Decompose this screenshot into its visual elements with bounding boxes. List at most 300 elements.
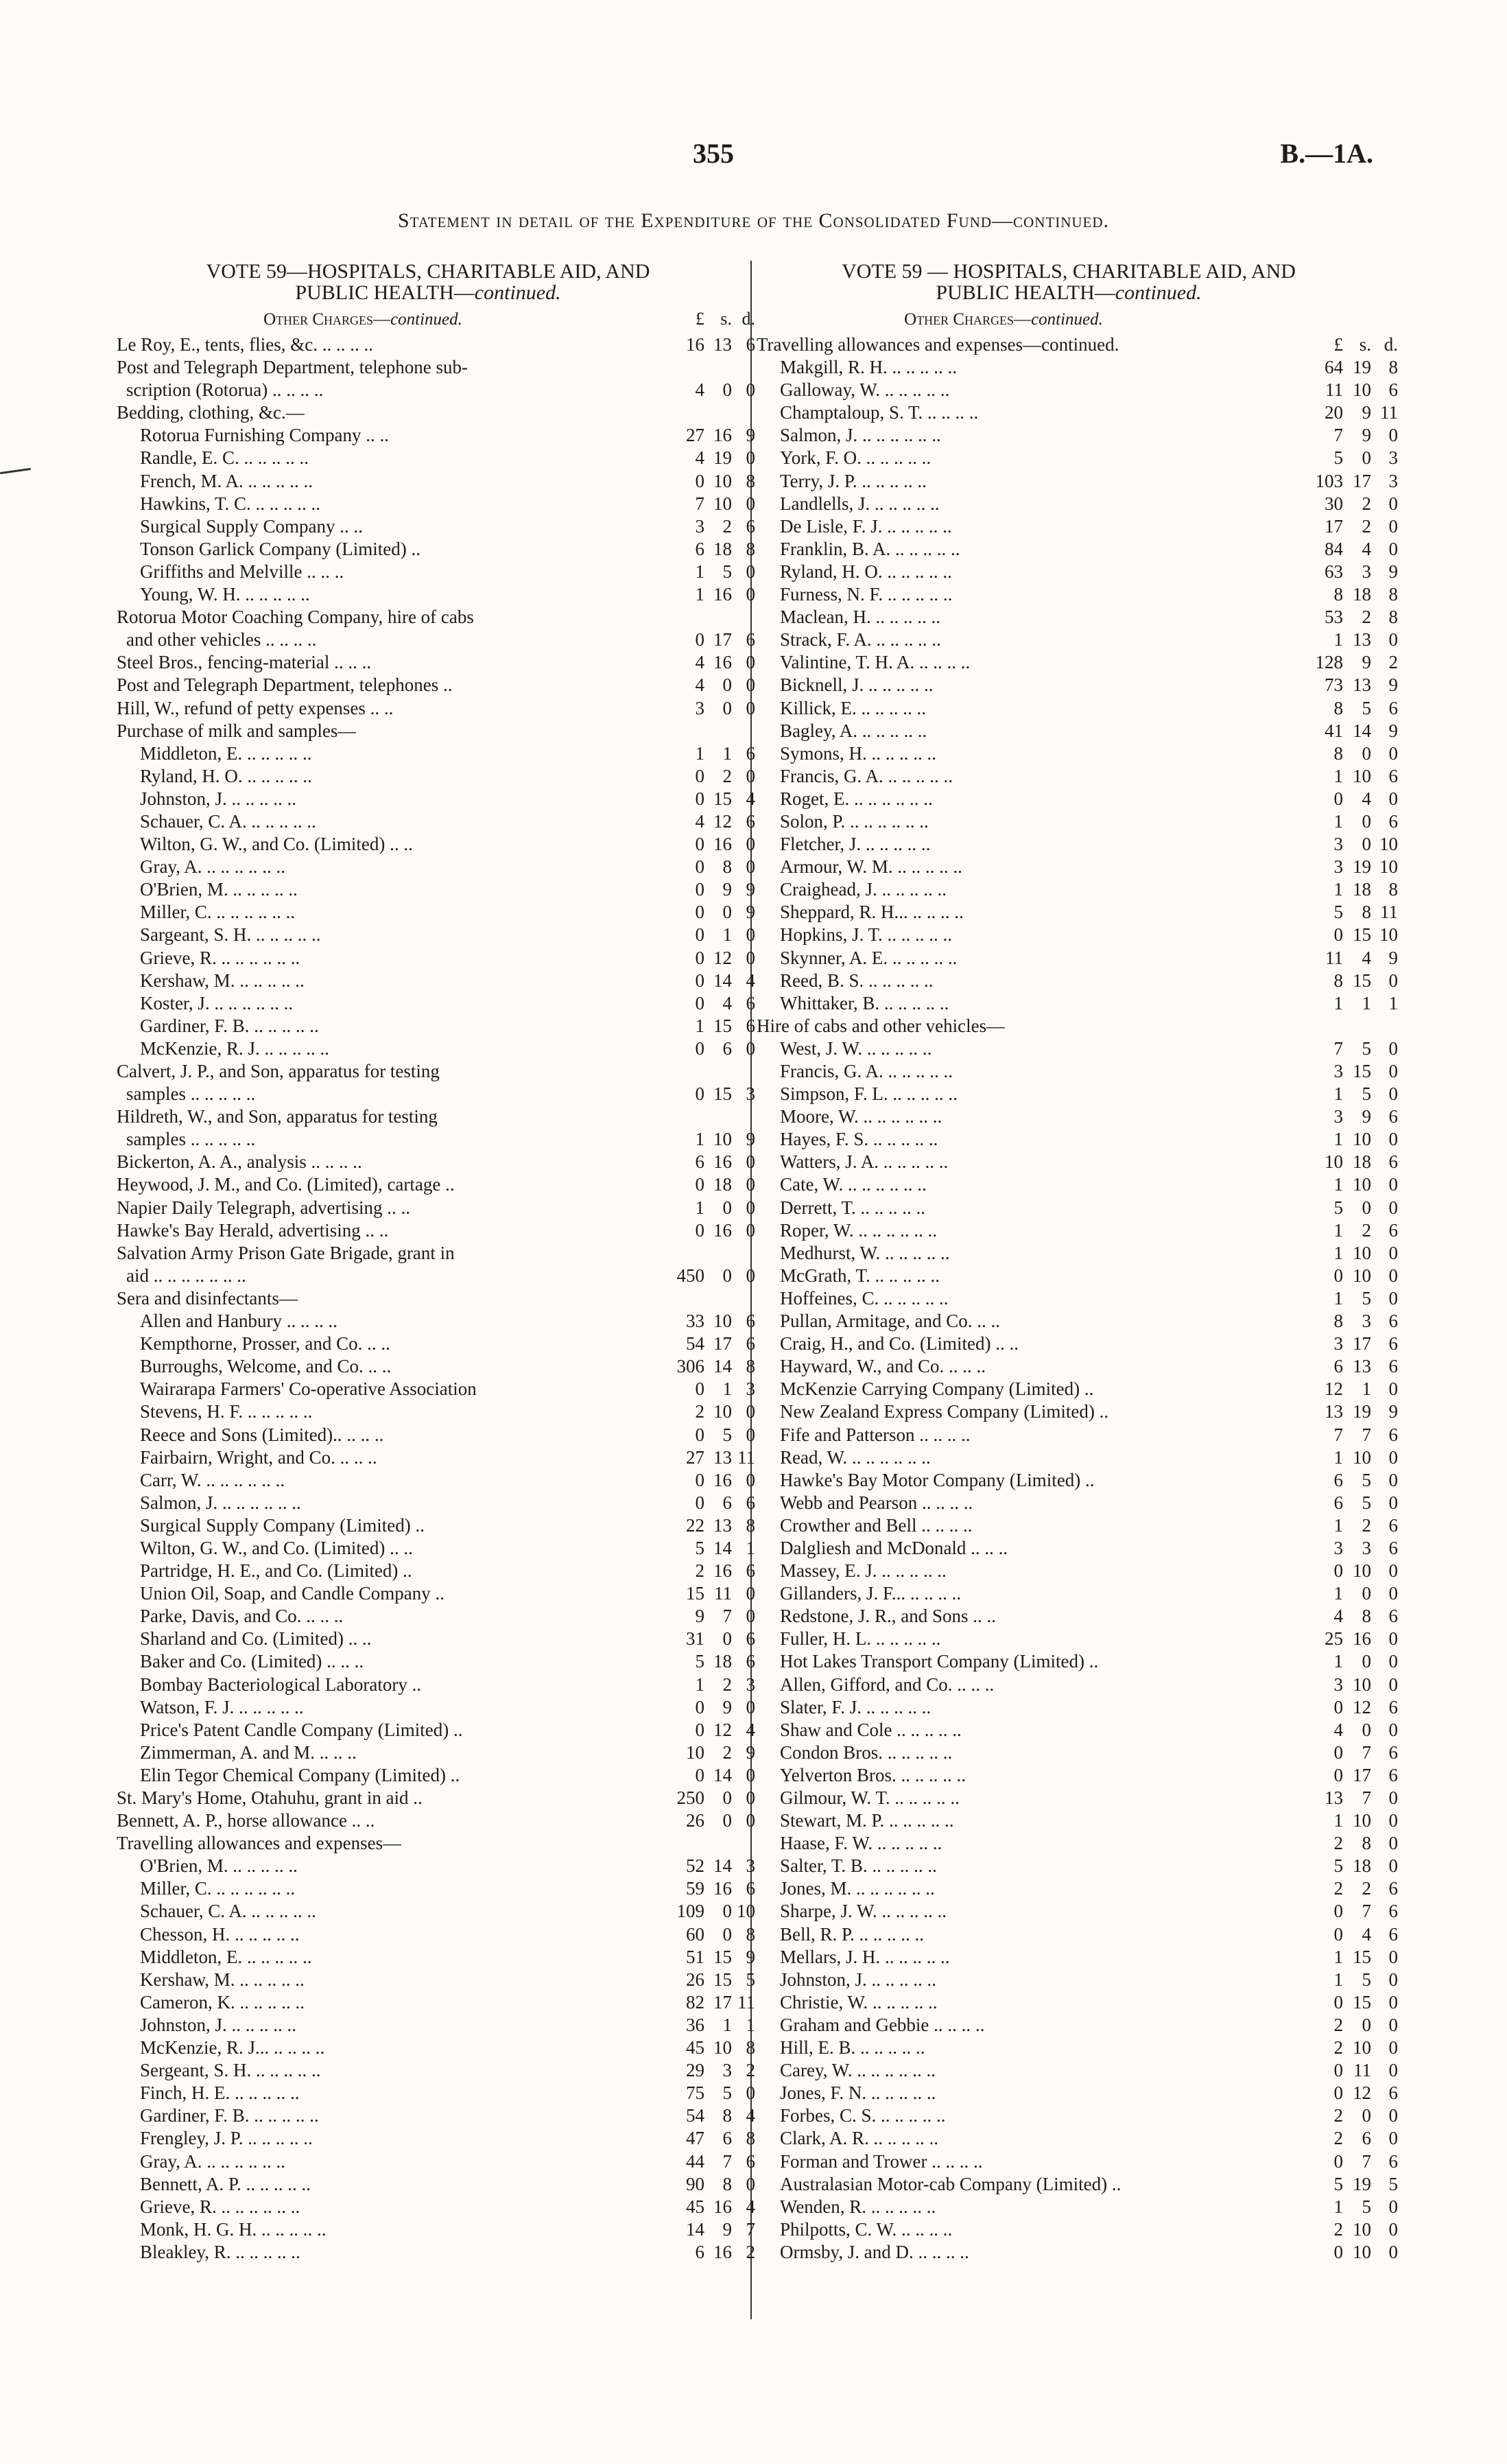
table-row [757,379,1398,401]
pounds-value: 0 [695,1083,704,1105]
shillings-value: 2 [1362,515,1371,537]
entry-label: Chesson, H. .. .. .. .. .. [140,1923,300,1945]
entry-label: Hildreth, W., and Son, apparatus for testing [117,1106,438,1127]
pounds-value: 0 [695,1037,704,1059]
pence-value: 0 [746,561,755,582]
pence-value: 10 [1379,834,1398,855]
left-sub-text: Other Charges— [263,310,391,329]
pounds-value: 0 [1333,1265,1343,1286]
right-vote-line2 [757,282,1381,303]
table-row [117,765,755,788]
pounds-value: 4 [695,379,704,401]
entry-label: Steel Bros., fencing-material .. .. .. [117,652,372,673]
entry-label: Franklin, B. A. .. .. .. .. .. [780,538,960,559]
shillings-value: 5 [1362,1969,1371,1990]
table-row [757,447,1398,469]
left-vote-heading [117,261,739,303]
pence-value: 0 [1388,970,1398,991]
pence-value: 6 [1388,1356,1398,1377]
pence-value: 0 [746,674,755,696]
table-row [117,1969,755,1991]
table-row [757,1378,1398,1400]
pounds-value: 36 [686,2014,704,2035]
table-row [757,742,1398,765]
table-row [757,1787,1398,1809]
pounds-value: 9 [695,1606,704,1627]
pounds-value: 0 [1333,1696,1343,1717]
entry-label: Le Roy, E., tents, flies, &c. .. .. .. .. [117,334,373,355]
entry-label: Sheppard, R. H... .. .. .. .. [780,902,964,923]
table-row [117,1378,755,1400]
pence-value: 0 [1388,1083,1398,1105]
pence-value: 8 [1388,607,1398,628]
entry-label: Valintine, T. H. A. .. .. .. .. [780,652,971,673]
pounds-value: 8 [1333,584,1343,605]
shillings-value: 17 [1353,1764,1371,1785]
table-row [757,1400,1398,1423]
pence-value: 6 [1388,765,1398,786]
entry-label: Kempthorne, Prosser, and Co. .. .. [140,1333,390,1354]
pounds-value: 1 [695,1015,704,1036]
entry-label: Gardiner, F. B. .. .. .. .. .. [140,2105,319,2126]
pence-value: 6 [1388,1741,1398,1763]
table-row [757,1265,1398,1287]
entry-label: Slater, F. J. .. .. .. .. .. [780,1696,932,1717]
entry-label: Koster, J. .. .. .. .. .. .. [140,992,294,1013]
pounds-value: 1 [1333,765,1343,786]
entry-label: Ormsby, J. and D. .. .. .. .. [780,2241,969,2262]
table-row [757,1991,1398,2014]
entry-label: Bicknell, J. .. .. .. .. .. [780,674,934,696]
pounds-value: 1 [1333,1446,1343,1468]
entry-label: Bennett, A. P. .. .. .. .. .. [140,2173,311,2194]
pence-value: 11 [1380,402,1398,423]
pence-value: 6 [1388,1901,1398,1922]
shillings-value: 18 [713,1651,732,1672]
shillings-value: 10 [1353,1446,1371,1468]
pence-value: 0 [746,1219,755,1241]
pence-value: 11 [737,1446,755,1468]
table-row [757,2014,1398,2037]
pence-value: 7 [746,2218,755,2240]
entry-label: Bleakley, R. .. .. .. .. .. [140,2241,300,2262]
pounds-value: 5 [1333,1855,1343,1877]
entry-label: Gray, A. .. .. .. .. .. .. [140,856,285,878]
shillings-value: 8 [722,856,732,878]
table-row [757,2218,1398,2241]
pounds-value: 0 [1333,2241,1343,2262]
entry-label: Hoffeines, C. .. .. .. .. .. [780,1287,949,1309]
pounds-value: 27 [686,425,704,446]
pounds-value: 45 [686,2037,704,2058]
pounds-value: 1 [1333,629,1343,650]
pence-value: 6 [1388,810,1398,832]
pounds-value: 8 [1333,697,1343,718]
pounds-value: 1 [1333,1810,1343,1831]
entry-label: Monk, H. G. H. .. .. .. .. .. [140,2218,327,2240]
table-row [117,651,755,674]
entry-label: Travelling allowances and expenses— [117,1833,402,1854]
entry-label: Reece and Sons (Limited).. .. .. .. [140,1424,384,1445]
shillings-value: 2 [1362,1219,1371,1241]
shillings-value: 10 [1353,765,1371,786]
entry-label: York, F. O. .. .. .. .. .. [780,447,932,469]
table-row [757,1537,1398,1560]
shillings-value: 4 [722,992,732,1013]
table-row [757,1060,1398,1083]
pounds-value: 5 [695,1651,704,1672]
shillings-value: 15 [713,1946,732,1967]
pounds-value: 82 [686,1991,704,2013]
table-row [117,1355,755,1378]
pounds-value: 26 [686,1969,704,1990]
pounds-value: 0 [695,629,704,650]
entry-label: O'Brien, M. .. .. .. .. .. [140,1855,298,1877]
table-row [757,1969,1398,1991]
pence-value: 0 [1388,515,1398,537]
pounds-value: 15 [686,1583,704,1604]
shillings-value: 0 [722,902,732,923]
shillings-value: 5 [1362,2196,1371,2217]
shillings-value: 13 [1353,674,1371,696]
entry-label: Australasian Motor-cab Company (Limited) .. [780,2173,1122,2194]
shillings-value: 16 [713,2196,732,2217]
entry-label: Johnston, J. .. .. .. .. .. [140,2014,297,2035]
entry-label: Terry, J. P. .. .. .. .. .. [780,470,927,491]
pounds-value: 0 [695,879,704,900]
pence-value: 11 [737,1991,755,2013]
table-row [117,720,739,742]
pence-value: 0 [1388,1469,1398,1490]
entry-label: Hawkins, T. C. .. .. .. .. .. [140,493,320,514]
pounds-value: 3 [1333,1537,1343,1558]
entry-label: Philpotts, C. W. .. .. .. .. [780,2218,953,2240]
shillings-value: 5 [1362,1037,1371,1059]
table-row [757,674,1398,696]
pence-value: 6 [1388,697,1398,718]
entry-label: Bennett, A. P., horse allowance .. .. [117,1810,375,1831]
pounds-value: 64 [1325,357,1343,378]
entry-label: McKenzie, R. J. .. .. .. .. .. [140,1037,329,1059]
shillings-value: 10 [713,1401,732,1422]
pounds-value: 0 [695,1424,704,1445]
table-row [117,1560,755,1582]
entry-label: Sargeant, S. H. .. .. .. .. .. [140,924,321,946]
table-row [757,561,1398,583]
shillings-value: 16 [713,1219,732,1241]
entry-label: Finch, H. E. .. .. .. .. .. [140,2082,300,2104]
entry-label: Solon, P. .. .. .. .. .. .. [780,810,929,832]
table-row [757,1560,1398,1582]
shillings-value: s. [1359,334,1371,355]
entry-label: Burroughs, Welcome, and Co. .. .. [140,1356,392,1377]
table-row [757,1333,1398,1355]
pounds-value: 54 [686,2105,704,2126]
entry-label: and other vehicles .. .. .. .. [126,629,317,650]
shillings-value: 16 [1353,1628,1371,1650]
pounds-value: 2 [695,1401,704,1422]
pounds-value: 1 [1333,992,1343,1013]
table-row [117,2082,755,2104]
pence-value: 0 [1388,1242,1398,1263]
pence-value: 0 [1388,538,1398,559]
pence-value: 6 [746,334,755,355]
table-row [757,1424,1398,1446]
entry-label: Allen, Gifford, and Co. .. .. .. [780,1674,995,1695]
table-row [117,1946,755,1969]
pounds-value: 0 [1333,788,1343,809]
shillings-value: 12 [1353,1696,1371,1717]
table-row [757,356,1398,379]
pounds-value: 0 [695,788,704,809]
pence-value: 0 [1388,2060,1398,2081]
shillings-value: 5 [722,1424,732,1445]
pounds-value: 22 [686,1514,704,1536]
shillings-value: 13 [1353,629,1371,650]
shillings-value: 14 [713,1855,732,1877]
table-row [757,1151,1398,1173]
pounds-value: 5 [1333,1197,1343,1218]
entry-label: Hill, E. B. .. .. .. .. .. [780,2037,925,2058]
shillings-value: 4 [1362,947,1371,968]
pounds-value: 5 [1333,902,1343,923]
shillings-value: 15 [1353,970,1371,991]
pence-value: 2 [746,2241,755,2262]
table-row [117,1764,755,1787]
entry-label: Grieve, R. .. .. .. .. .. .. [140,2196,300,2217]
pounds-value: 4 [695,674,704,696]
pounds-value: 0 [695,1174,704,1195]
table-row [117,2037,755,2059]
entry-label: St. Mary's Home, Otahuhu, grant in aid .. [117,1787,423,1808]
pounds-value: 75 [686,2082,704,2104]
shillings-value: 17 [1353,470,1371,491]
pence-value: 6 [746,1492,755,1513]
entry-label: Tonson Garlick Company (Limited) .. [140,538,421,559]
table-row [117,1855,755,1877]
pence-value: 6 [1388,1333,1398,1354]
table-row [757,470,1398,493]
pounds-value: 0 [695,992,704,1013]
shillings-value: 10 [1353,1242,1371,1263]
shillings-value: 10 [1353,1129,1371,1150]
pounds-value: 0 [695,1719,704,1740]
pence-value: 8 [1388,879,1398,900]
pence-value: 6 [746,1628,755,1650]
pounds-value: 51 [686,1946,704,1967]
pence-value: 8 [746,1923,755,1945]
pence-value: 0 [1388,1991,1398,2013]
pence-value: 0 [1388,1583,1398,1604]
table-row [117,1605,755,1628]
entry-label: Forbes, C. S. .. .. .. .. .. [780,2105,946,2126]
pence-value: 6 [746,2150,755,2172]
shillings-value: 10 [1353,1560,1371,1582]
entry-label: Haase, F. W. .. .. .. .. .. [780,1833,942,1854]
entry-label: Craighead, J. .. .. .. .. .. [780,879,947,900]
pence-value: 0 [1388,1946,1398,1967]
pence-value: 0 [1388,425,1398,446]
shillings-value: 10 [713,1129,732,1150]
pounds-value: 1 [1333,1514,1343,1536]
pence-value: 4 [746,788,755,809]
shillings-value: 6 [722,1037,732,1059]
pounds-value: 7 [1333,1037,1343,1059]
table-row [117,401,739,424]
pence-value: 0 [1388,1446,1398,1468]
pence-value: 10 [1379,924,1398,946]
pence-value: 0 [1388,2014,1398,2035]
shillings-value: 4 [1362,788,1371,809]
table-row [117,1128,755,1151]
pence-value: 0 [746,834,755,855]
shillings-value: 2 [722,765,732,786]
entry-label: Johnston, J. .. .. .. .. .. [140,788,297,809]
entry-label: Shaw and Cole .. .. .. .. .. [780,1719,962,1740]
table-row [757,810,1398,833]
pence-value: 0 [746,856,755,878]
pounds-value: 63 [1325,561,1343,582]
entry-label: Jones, F. N. .. .. .. .. .. [780,2082,936,2104]
table-row [117,493,755,515]
entry-label: Miller, C. .. .. .. .. .. .. [140,902,296,923]
table-row [117,788,755,810]
table-row [117,561,755,583]
entry-label: Bagley, A. .. .. .. .. .. [780,720,927,741]
table-row [117,538,755,561]
table-row [757,2127,1398,2150]
pounds-value: 60 [686,1923,704,1945]
shillings-value: 12 [713,1719,732,1740]
table-row [117,1696,755,1719]
pence-value: 3 [1388,447,1398,469]
entry-label: Gillanders, J. F... .. .. .. .. [780,1583,962,1604]
table-row [117,1265,755,1287]
shillings-value: 8 [1362,1833,1371,1854]
pounds-value: 1 [1333,1083,1343,1105]
shillings-value: 13 [713,1446,732,1468]
shillings-value: 2 [1362,493,1371,514]
pounds-value: 2 [1333,1833,1343,1854]
shillings-value: 18 [1353,879,1371,900]
pence-value: 11 [1380,902,1398,923]
pence-value: 6 [1388,2150,1398,2172]
table-row [757,1015,1381,1037]
table-row [117,1083,755,1105]
table-row [757,629,1398,651]
left-subheading-label [117,310,609,329]
pounds-value: 0 [695,1764,704,1785]
shillings-value: 0 [1362,447,1371,469]
entry-label: Carey, W. .. .. .. .. .. .. [780,2060,936,2081]
pounds-value: 13 [1325,1787,1343,1808]
entry-label: Gardiner, F. B. .. .. .. .. .. [140,1015,319,1036]
pence-value: 0 [746,1764,755,1785]
pence-value: 6 [746,1333,755,1354]
pounds-value: 1 [1333,1287,1343,1309]
pence-value: 0 [1388,2218,1398,2240]
table-row [117,333,755,356]
shillings-value: 15 [1353,1061,1371,1081]
pence-value: 10 [737,1901,755,1922]
shillings-value: 2 [1362,607,1371,628]
pounds-value: 0 [1333,1991,1343,2013]
pounds-value: 53 [1325,607,1343,628]
pence-value: 0 [746,1696,755,1717]
pounds-value: 1 [1333,1219,1343,1241]
shillings-value: 0 [722,1265,732,1286]
pounds-value: 1 [1333,1946,1343,1967]
shillings-value: 1 [1362,992,1371,1013]
pounds-value: 33 [686,1311,704,1332]
pounds-value: 128 [1315,652,1343,673]
entry-label: Carr, W. .. .. .. .. .. .. [140,1469,285,1490]
shillings-value: 14 [1353,720,1371,741]
shillings-value: 2 [1362,1878,1371,1899]
table-row [757,1128,1398,1151]
pounds-value: 8 [1333,1311,1343,1332]
table-row [117,629,755,651]
page-title: Statement in detail of the Expenditure of the Consolidated Fund—continued. [397,209,1110,232]
entry-label: Purchase of milk and samples— [117,720,357,741]
pounds-value: 52 [686,1855,704,1877]
pence-value: 0 [746,947,755,968]
shillings-value: 0 [722,1197,732,1218]
left-subheading [117,307,755,333]
table-row [757,1446,1398,1469]
shillings-value: 8 [1362,1606,1371,1627]
shillings-value: 18 [713,1174,732,1195]
pence-value: 10 [1379,856,1398,878]
pounds-value: 1 [695,584,704,605]
shillings-value: 7 [722,1606,732,1627]
shillings-value: 9 [722,1696,732,1717]
entry-label: Gilmour, W. T. .. .. .. .. .. [780,1787,960,1808]
entry-label: Roget, E. .. .. .. .. .. .. [780,788,933,809]
table-row [117,1832,739,1855]
table-row [757,833,1398,856]
table-row [117,2014,755,2037]
shillings-value: 10 [1353,2037,1371,2058]
right-column [757,260,1398,2264]
shillings-value: 2 [722,1674,732,1695]
entry-label: Sharpe, J. W. .. .. .. .. .. [780,1901,947,1922]
table-row [757,970,1398,992]
pounds-value: 54 [686,1333,704,1354]
table-row [757,515,1398,538]
table-row [117,1060,739,1083]
pence-value: 0 [1388,1174,1398,1195]
pounds-value: 0 [1333,2082,1343,2104]
pounds-value: 1 [695,742,704,764]
entry-label: Rotorua Motor Coaching Company, hire of cabs [117,607,474,628]
table-row [757,583,1398,606]
entry-label: Fairbairn, Wright, and Co. .. .. .. [140,1446,377,1468]
pounds-value: 27 [686,1446,704,1468]
pence-value: 0 [746,493,755,514]
table-row [117,1173,755,1196]
pence-value: 3 [746,1855,755,1877]
table-row [117,1400,755,1423]
entry-label: aid .. .. .. .. .. .. .. [126,1265,246,1286]
shillings-value: 7 [1362,1424,1371,1445]
shillings-value: 16 [713,584,732,605]
pence-value: 6 [1388,1923,1398,1945]
shillings-value: 10 [1353,2241,1371,2262]
shillings-value: 0 [722,1628,732,1650]
table-row [757,651,1398,674]
right-vote-line2-text: PUBLIC HEALTH— [936,281,1115,304]
